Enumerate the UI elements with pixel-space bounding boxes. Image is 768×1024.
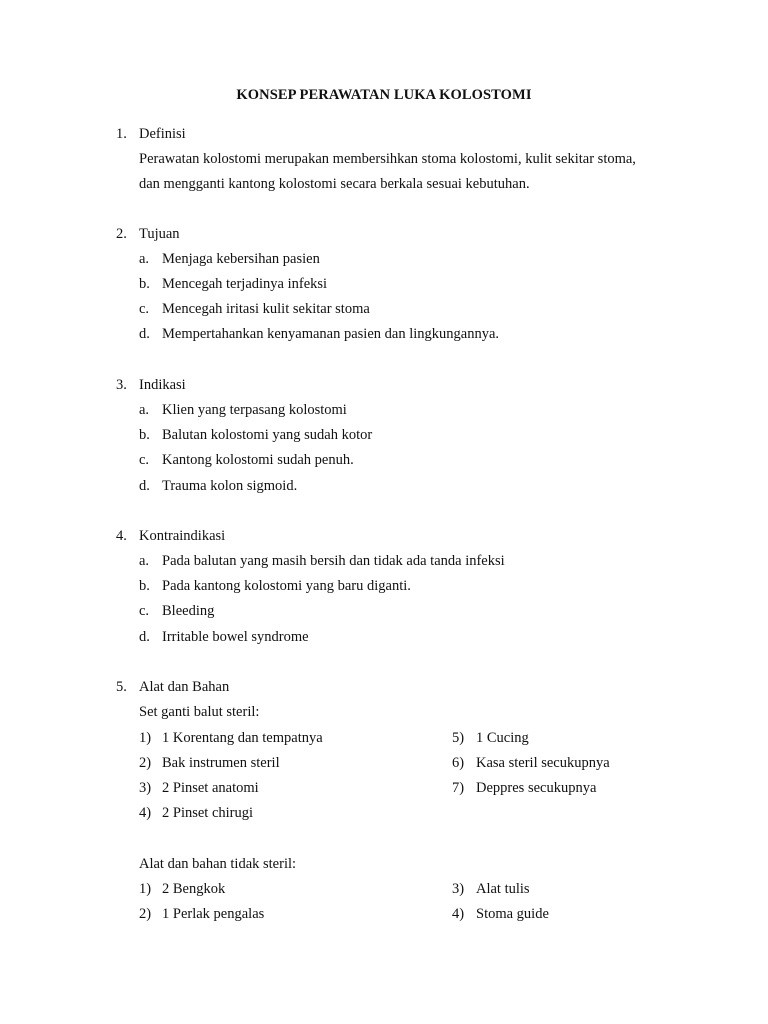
section-2-item-c-marker: c.	[139, 301, 150, 317]
sterile-item-3: 2 Pinset anatomi	[162, 780, 259, 796]
section-3-item-b: Balutan kolostomi yang sudah kotor	[162, 427, 373, 443]
nonsterile-item-4: Stoma guide	[476, 906, 549, 922]
nonsterile-item-3: Alat tulis	[476, 881, 530, 897]
sterile-item-6: Kasa steril secukupnya	[476, 755, 610, 771]
section-3-item-b-marker: b.	[139, 427, 150, 443]
nonsterile-set-label: Alat dan bahan tidak steril:	[139, 856, 297, 872]
nonsterile-item-1: 2 Bengkok	[162, 881, 226, 897]
section-4-item-b: Pada kantong kolostomi yang baru diganti.	[162, 578, 411, 594]
section-3-number: 3.	[116, 377, 127, 393]
section-2-item-d: Mempertahankan kenyamanan pasien dan lingkungannya.	[162, 326, 500, 342]
sterile-item-2-marker: 2)	[139, 755, 152, 771]
section-2-item-d-marker: d.	[139, 326, 150, 342]
section-2-item-a: Menjaga kebersihan pasien	[162, 251, 320, 267]
section-1-paragraph-line-1: Perawatan kolostomi merupakan membersihkan stoma kolostomi, kulit sekitar stoma,	[139, 151, 636, 167]
nonsterile-item-2: 1 Perlak pengalas	[162, 906, 265, 922]
section-5-heading: Alat dan Bahan	[139, 679, 230, 695]
sterile-set-label: Set ganti balut steril:	[139, 704, 260, 720]
sterile-item-7-marker: 7)	[452, 780, 465, 796]
nonsterile-item-4-marker: 4)	[452, 906, 465, 922]
section-4-item-c-marker: c.	[139, 603, 150, 619]
section-1-paragraph-line-2: dan mengganti kantong kolostomi secara berkala sesuai kebutuhan.	[139, 176, 530, 192]
section-3-item-a: Klien yang terpasang kolostomi	[162, 402, 347, 418]
sterile-item-6-marker: 6)	[452, 755, 465, 771]
section-2-number: 2.	[116, 226, 127, 242]
section-2-heading: Tujuan	[139, 226, 180, 242]
section-4-item-b-marker: b.	[139, 578, 150, 594]
sterile-item-4-marker: 4)	[139, 805, 152, 821]
section-1-number: 1.	[116, 126, 127, 142]
sterile-item-3-marker: 3)	[139, 780, 152, 796]
section-3-item-d-marker: d.	[139, 478, 150, 494]
nonsterile-item-1-marker: 1)	[139, 881, 152, 897]
sterile-item-4: 2 Pinset chirugi	[162, 805, 254, 821]
section-2-item-c: Mencegah iritasi kulit sekitar stoma	[162, 301, 370, 317]
section-4-item-d-marker: d.	[139, 629, 150, 645]
nonsterile-item-2-marker: 2)	[139, 906, 152, 922]
document-title: KONSEP PERAWATAN LUKA KOLOSTOMI	[236, 87, 532, 103]
section-2-item-b: Mencegah terjadinya infeksi	[162, 276, 328, 292]
section-4-number: 4.	[116, 528, 127, 544]
section-5-number: 5.	[116, 679, 127, 695]
sterile-item-1-marker: 1)	[139, 730, 152, 746]
sterile-item-5: 1 Cucing	[476, 730, 529, 746]
section-4-item-d: Irritable bowel syndrome	[162, 629, 309, 645]
sterile-item-1: 1 Korentang dan tempatnya	[162, 730, 323, 746]
sterile-item-2: Bak instrumen steril	[162, 755, 280, 771]
sterile-item-7: Deppres secukupnya	[476, 780, 597, 796]
section-1-heading: Definisi	[139, 126, 186, 142]
section-2-item-b-marker: b.	[139, 276, 150, 292]
section-3-item-c: Kantong kolostomi sudah penuh.	[162, 452, 354, 468]
section-2-item-a-marker: a.	[139, 251, 150, 267]
section-4-heading: Kontraindikasi	[139, 528, 226, 544]
sterile-item-5-marker: 5)	[452, 730, 465, 746]
section-3-item-a-marker: a.	[139, 402, 150, 418]
section-3-item-d: Trauma kolon sigmoid.	[162, 478, 298, 494]
section-4-item-a-marker: a.	[139, 553, 150, 569]
nonsterile-item-3-marker: 3)	[452, 881, 465, 897]
section-3-item-c-marker: c.	[139, 452, 150, 468]
section-3-heading: Indikasi	[139, 377, 186, 393]
section-4-item-c: Bleeding	[162, 603, 215, 619]
section-4-item-a: Pada balutan yang masih bersih dan tidak ada tanda infeksi	[162, 553, 505, 569]
